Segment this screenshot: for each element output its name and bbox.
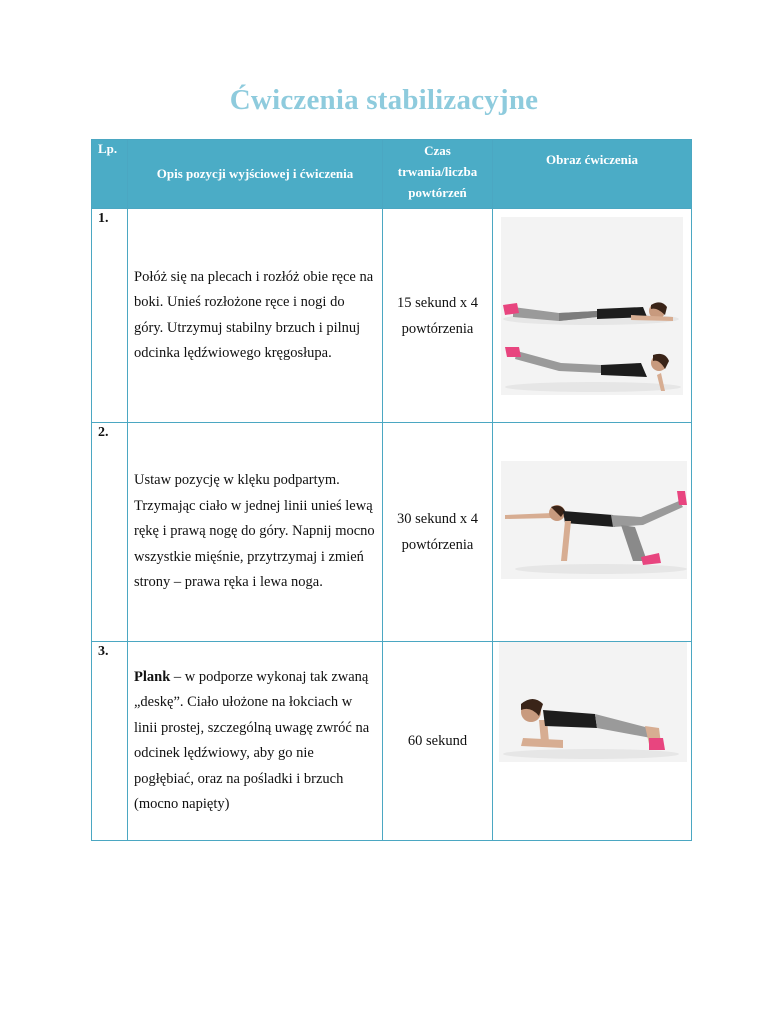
row-duration: 60 sekund — [383, 642, 493, 841]
exercise-photo-superman — [501, 329, 683, 395]
header-duration: Czas trwania/liczba powtórzeń — [383, 140, 493, 209]
header-image: Obraz ćwiczenia — [493, 140, 692, 209]
header-lp: Lp. — [92, 140, 128, 209]
row-image-cell — [493, 209, 692, 423]
table-row — [92, 423, 692, 642]
row-number: 3. — [92, 642, 128, 841]
exercise-photo-lying — [501, 217, 683, 329]
table-header-row — [92, 140, 692, 209]
table-row — [92, 642, 692, 841]
header-description: Opis pozycji wyjściowej i ćwiczenia — [128, 140, 383, 209]
exercise-photo-plank — [499, 642, 687, 762]
row-duration: 15 sekund x 4 powtórzenia — [383, 209, 493, 423]
table-row — [92, 209, 692, 423]
exercise-photo-bird-dog — [501, 461, 687, 579]
row-number: 2. — [92, 423, 128, 642]
row-duration: 30 sekund x 4 powtórzenia — [383, 423, 493, 642]
row-description: Ustaw pozycję w klęku podpartym. Trzymając ciało w jednej linii unieś lewą rękę i prawą nogę do góry. Napnij mocno wszystkie mięśnie, przytrzymaj i zmień strony – prawa ręka i lewa noga. — [128, 423, 383, 642]
row-description: Plank – w podporze wykonaj tak zwaną „deskę”. Ciało ułożone na łokciach w linii prostej, szczególną uwagę zwróć na odcinek lędźwiowy, aby go nie pogłębiać, oraz na pośladki i brzuch (mocno napięty) — [128, 642, 383, 841]
exercise-table — [91, 139, 692, 841]
row-description: Połóż się na plecach i rozłóż obie ręce na boki. Unieś rozłożone ręce i nogi do góry. Utrzymuj stabilny brzuch i pilnuj odcinka lędźwiowego kręgosłupa. — [128, 209, 383, 423]
row-number: 1. — [92, 209, 128, 423]
page-title: Ćwiczenia stabilizacyjne — [229, 84, 539, 116]
row-image-cell — [493, 423, 692, 642]
row-image-cell — [493, 642, 692, 841]
